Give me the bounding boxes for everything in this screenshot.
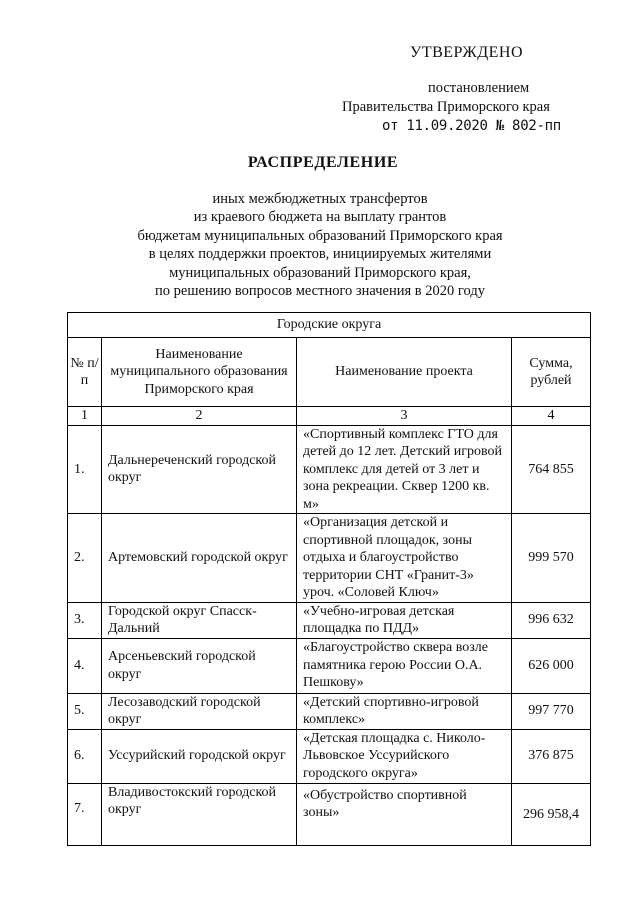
group-title: Городские округа (68, 313, 591, 338)
approval-by: постановлением (428, 80, 530, 96)
row-number: 6. (68, 729, 102, 783)
row-municipality: Арсеньевский городской округ (102, 638, 297, 693)
header-project: Наименование проекта (297, 338, 512, 407)
row-number: 5. (68, 693, 102, 729)
table-row (68, 783, 591, 845)
header-municipality: Наименование муниципального образования Приморского края (102, 338, 297, 407)
row-project: «Спортивный комплекс ГТО для детей до 12 лет. Детский игровой комплекс для детей от 3 лет и зона рекреации. Сквер 1200 кв. м» (297, 425, 512, 514)
approval-government: Правительства Приморского края (342, 99, 550, 115)
row-number: 7. (68, 783, 102, 845)
row-municipality: Уссурийский городской округ (102, 729, 297, 783)
row-project: «Благоустройство сквера возле памятника герою России О.А. Пешкову» (297, 638, 512, 693)
subtitle-line: муниципальных образований Приморского края, (169, 264, 471, 281)
subtitle-line: бюджетам муниципальных образований Приморского края (137, 227, 503, 244)
subtitle-line: в целях поддержки проектов, инициируемых жителями (148, 246, 492, 263)
row-sum: 376 875 (512, 729, 591, 783)
row-municipality: Артемовский городской округ (102, 514, 297, 603)
document-title: РАСПРЕДЕЛЕНИЕ (247, 154, 399, 171)
row-project: «Обустройство спортивной зоны» (297, 783, 512, 845)
row-municipality: Дальнереченский городской округ (102, 425, 297, 514)
column-header-row (68, 338, 591, 407)
row-number: 2. (68, 514, 102, 603)
approval-word: УТВЕРЖДЕНО (410, 44, 524, 61)
table-row (68, 638, 591, 693)
row-number: 3. (68, 602, 102, 638)
table-row (68, 425, 591, 514)
row-sum: 626 000 (512, 638, 591, 693)
row-number: 1. (68, 425, 102, 514)
row-sum: 996 632 (512, 602, 591, 638)
subtitle-line: из краевого бюджета на выплату грантов (193, 209, 447, 226)
table-row (68, 602, 591, 638)
row-project: «Учебно-игровая детская площадка по ПДД» (297, 602, 512, 638)
column-index: 1 (68, 407, 102, 426)
header-sum: Сумма, рублей (512, 338, 591, 407)
column-index: 3 (297, 407, 512, 426)
table-row (68, 514, 591, 603)
row-municipality: Лесозаводский городской округ (102, 693, 297, 729)
row-number: 4. (68, 638, 102, 693)
row-sum: 296 958,4 (512, 783, 591, 845)
subtitle-line: иных межбюджетных трансфертов (212, 191, 428, 207)
row-project: «Детский спортивно-игровой комплекс» (297, 693, 512, 729)
distribution-table (67, 312, 591, 846)
row-sum: 764 855 (512, 425, 591, 514)
row-project: «Детская площадка с. Николо-Львовское Уссурийского городского округа» (297, 729, 512, 783)
row-sum: 999 570 (512, 514, 591, 603)
column-index: 2 (102, 407, 297, 426)
table-row (68, 693, 591, 729)
approval-number: от 11.09.2020 № 802-пп (382, 118, 561, 134)
header-num: № п/п (68, 338, 102, 407)
table-row (68, 729, 591, 783)
document-subtitle (90, 190, 550, 300)
row-project: «Организация детской и спортивной площадок, зоны отдыха и благоустройство территории СНТ «Гранит-3» уроч. «Соловей Ключ» (297, 514, 512, 603)
subtitle-line: по решению вопросов местного значения в 2020 году (155, 283, 485, 300)
row-sum: 997 770 (512, 693, 591, 729)
column-index: 4 (512, 407, 591, 426)
group-header-row (68, 313, 591, 338)
column-index-row (68, 407, 591, 426)
row-municipality: Городской округ Спасск-Дальний (102, 602, 297, 638)
row-municipality: Владивостокский городской округ (102, 783, 297, 845)
